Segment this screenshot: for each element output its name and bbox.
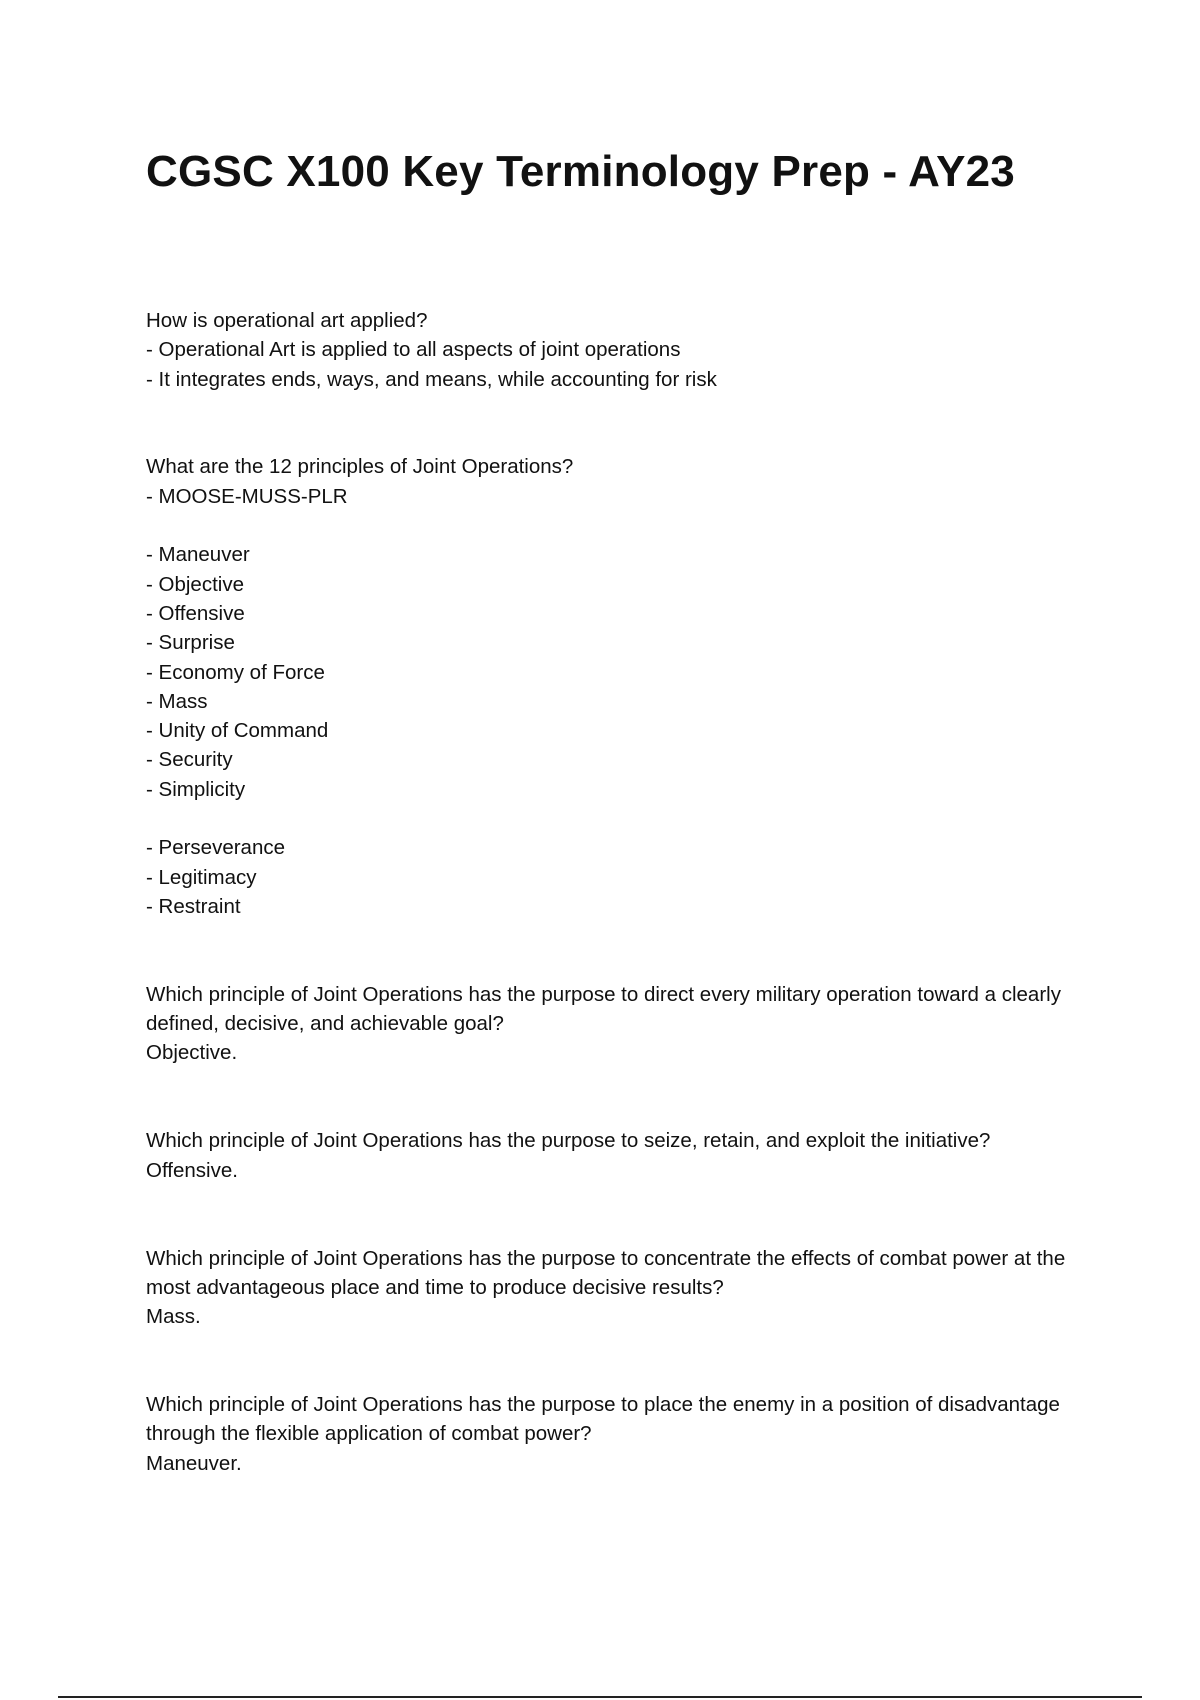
answer-line: - Operational Art is applied to all aspects of joint operations	[146, 338, 681, 362]
question-text: What are the 12 principles of Joint Operations?	[146, 455, 574, 479]
blank-line	[146, 804, 1066, 833]
question-text: Which principle of Joint Operations has the purpose to direct every military operation toward a clearly defined, decisive, and achievable goal?	[146, 982, 1061, 1036]
principle-list-item: - Maneuver	[146, 543, 250, 567]
principle-list-item: - Restraint	[146, 894, 241, 918]
mnemonic-line: - MOOSE-MUSS-PLR	[146, 484, 348, 508]
question-text: How is operational art applied?	[146, 309, 428, 332]
question-text: Which principle of Joint Operations has the purpose to concentrate the effects of combat power at the most advantageous place and time to produce decisive results?	[146, 1246, 1066, 1299]
qa-offensive	[146, 1126, 1066, 1185]
answer-text: Objective.	[146, 1041, 238, 1065]
principle-list-item: - Simplicity	[146, 777, 246, 801]
page-title: CGSC X100 Key Terminology Prep - AY23	[146, 147, 1015, 196]
qa-mass	[146, 1244, 1066, 1332]
principle-list-item: - Unity of Command	[146, 719, 329, 743]
principle-list-item: - Security	[146, 748, 233, 772]
principle-list-item: - Surprise	[146, 631, 235, 655]
answer-text: Offensive.	[146, 1158, 238, 1182]
principle-list-item: - Perseverance	[146, 836, 286, 860]
answer-text: Maneuver.	[146, 1451, 242, 1475]
page-bottom-divider	[58, 1696, 1142, 1698]
blank-line	[146, 511, 1066, 540]
document-body	[146, 306, 1066, 1478]
qa-principles-list	[146, 452, 1066, 921]
principle-list-item: - Objective	[146, 572, 244, 596]
principle-list-item: - Economy of Force	[146, 660, 325, 684]
qa-operational-art	[146, 306, 1066, 394]
answer-line: - It integrates ends, ways, and means, while accounting for risk	[146, 367, 717, 391]
question-text: Which principle of Joint Operations has the purpose to seize, retain, and exploit the initiative?	[146, 1129, 991, 1153]
qa-objective	[146, 980, 1066, 1068]
answer-text: Mass.	[146, 1305, 201, 1329]
qa-maneuver	[146, 1390, 1066, 1478]
question-text: Which principle of Joint Operations has the purpose to place the enemy in a position of disadvantage through the flexible application of combat power?	[146, 1392, 1060, 1446]
principle-list-item: - Mass	[146, 689, 208, 713]
principle-list-item: - Legitimacy	[146, 865, 257, 889]
principle-list-item: - Offensive	[146, 601, 245, 625]
